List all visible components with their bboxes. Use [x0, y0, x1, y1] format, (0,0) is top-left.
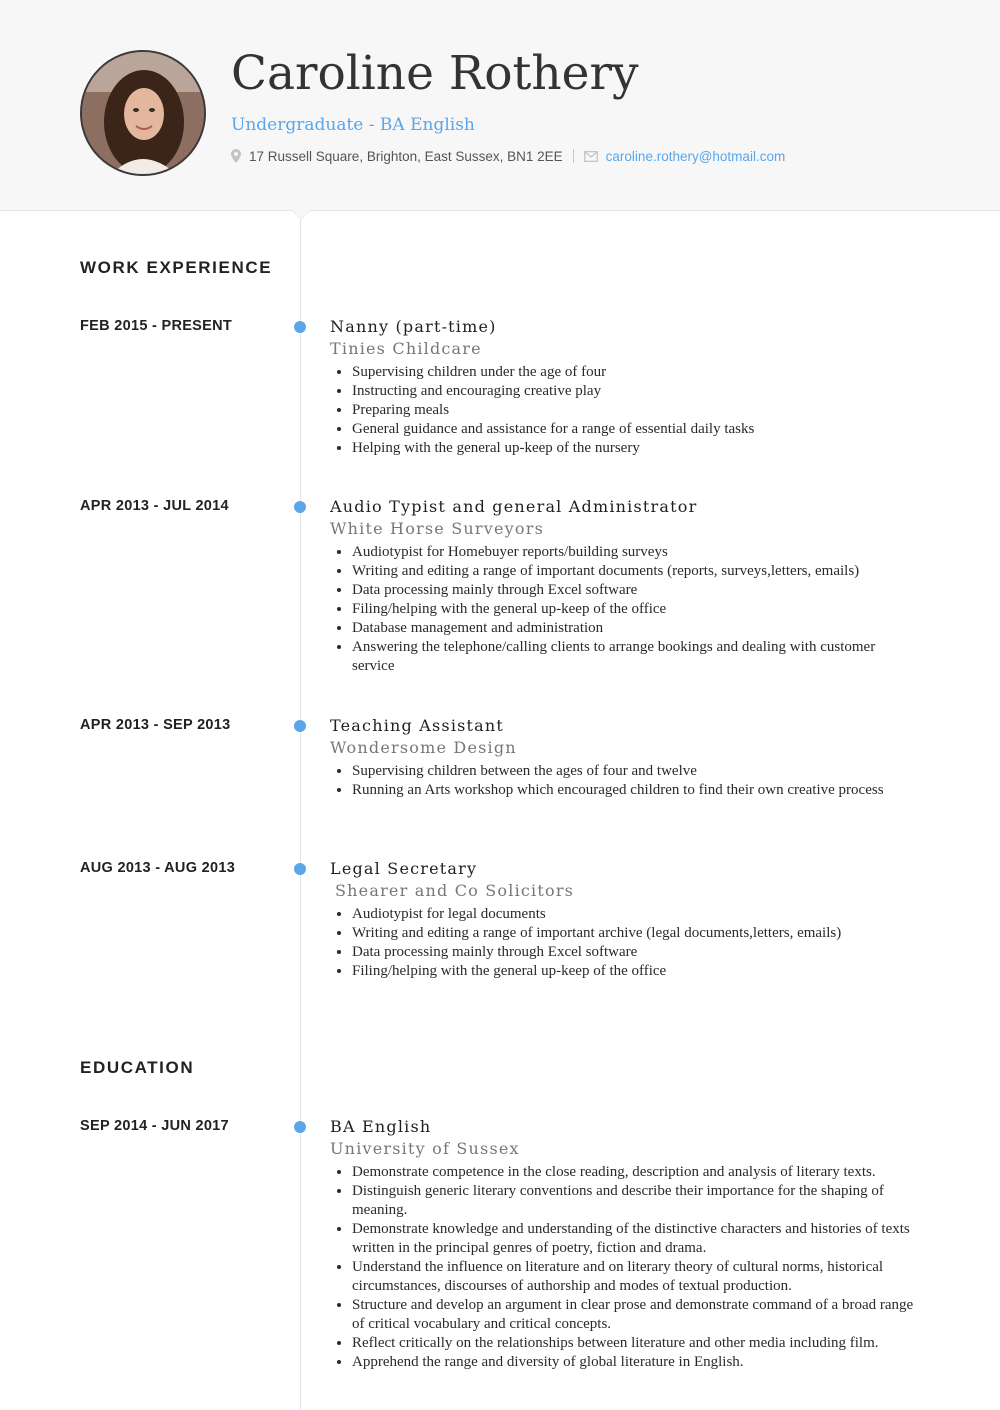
bullet-item: • Demonstrate knowledge and understanding of the distinctive characters and histories of texts written in the principal genres of poetry, fiction and drama. [352, 1220, 927, 1258]
entry-organization: White Horse Surveyors [330, 519, 545, 538]
entry-date: APR 2013 - JUL 2014 [80, 498, 229, 514]
bullet-item: • Distinguish generic literary conventions and describe their importance for the shaping of meaning. [352, 1182, 927, 1220]
timeline-dot [294, 720, 306, 732]
entry-role: BA English [330, 1117, 432, 1136]
bullet-item: • Understand the influence on literature and on literary theory of cultural norms, historical circumstances, discourses of authorship and modes of textual production. [352, 1258, 927, 1296]
entry-body [330, 858, 930, 981]
bullet-item: • Running an Arts workshop which encouraged children to find their own creative process [352, 781, 912, 800]
entry-bullets [330, 1163, 927, 1372]
timeline-dot [294, 1121, 306, 1133]
bullet-item: • Database management and administration [352, 619, 940, 638]
bullet-item: • Answering the telephone/calling clients to arrange bookings and dealing with customer service [352, 638, 892, 676]
entry-role: Nanny (part-time) [330, 317, 497, 336]
entry-bullets [330, 762, 930, 800]
location-pin-icon [231, 149, 241, 163]
bullet-item: • Supervising children between the ages of four and twelve [352, 762, 930, 781]
bullet-item: • Helping with the general up-keep of the nursery [352, 439, 930, 458]
bullet-item: • Preparing meals [352, 401, 930, 420]
entry-date: SEP 2014 - JUN 2017 [80, 1118, 229, 1134]
timeline-dot [294, 501, 306, 513]
entry-date: FEB 2015 - PRESENT [80, 318, 233, 334]
timeline-line [300, 220, 301, 1410]
resume-header [0, 0, 1000, 211]
entry-body [330, 496, 940, 676]
profile-photo [80, 50, 206, 176]
bullet-item: • Data processing mainly through Excel software [352, 581, 940, 600]
header-pointer [292, 210, 310, 219]
entry-date: APR 2013 - SEP 2013 [80, 717, 231, 733]
bullet-item: • Demonstrate competence in the close reading, description and analysis of literary texts. [352, 1163, 927, 1182]
education-section-title: EDUCATION [80, 1058, 195, 1077]
bullet-item: • Audiotypist for Homebuyer reports/building surveys [352, 543, 940, 562]
email-link[interactable]: caroline.rothery@hotmail.com [605, 148, 786, 164]
entry-bullets [330, 905, 930, 981]
entry-organization: Wondersome Design [330, 738, 517, 757]
entry-date: AUG 2013 - AUG 2013 [80, 860, 236, 876]
bullet-item: • Apprehend the range and diversity of global literature in English. [352, 1353, 927, 1372]
bullet-item: • Writing and editing a range of important documents (reports, surveys,letters, emails) [352, 562, 940, 581]
bullet-item: • Structure and develop an argument in clear prose and demonstrate command of a broad range of critical vocabulary and critical concepts. [352, 1296, 927, 1334]
entry-organization: University of Sussex [330, 1139, 520, 1158]
bullet-item: • Writing and editing a range of important archive (legal documents,letters, emails) [352, 924, 930, 943]
work-section-title: WORK EXPERIENCE [80, 258, 273, 277]
candidate-subtitle: Undergraduate - BA English [231, 115, 475, 135]
bullet-item: • Filing/helping with the general up-keep of the office [352, 962, 930, 981]
entry-bullets [330, 363, 930, 458]
bullet-item: • Audiotypist for legal documents [352, 905, 930, 924]
candidate-name: Caroline Rothery [231, 46, 639, 101]
entry-body [330, 715, 930, 800]
entry-organization: Tinies Childcare [330, 339, 482, 358]
address-text: 17 Russell Square, Brighton, East Sussex, BN1 2EE [249, 148, 563, 164]
bullet-item: • Supervising children under the age of four [352, 363, 930, 382]
bullet-item: • Instructing and encouraging creative play [352, 382, 930, 401]
timeline-dot [294, 321, 306, 333]
contact-line [231, 146, 785, 166]
bullet-item: • General guidance and assistance for a range of essential daily tasks [352, 420, 930, 439]
contact-divider [573, 149, 574, 163]
envelope-icon [584, 151, 598, 162]
entry-bullets [330, 543, 940, 676]
entry-role: Legal Secretary [330, 859, 478, 878]
entry-body [330, 1116, 930, 1372]
entry-organization: Shearer and Co Solicitors [335, 881, 575, 900]
bullet-item: • Data processing mainly through Excel software [352, 943, 930, 962]
timeline-dot [294, 863, 306, 875]
entry-body [330, 316, 930, 458]
bullet-item: • Filing/helping with the general up-keep of the office [352, 600, 940, 619]
entry-role: Teaching Assistant [330, 716, 505, 735]
bullet-item: • Reflect critically on the relationships between literature and other media including film. [352, 1334, 927, 1353]
entry-role: Audio Typist and general Administrator [330, 497, 698, 516]
